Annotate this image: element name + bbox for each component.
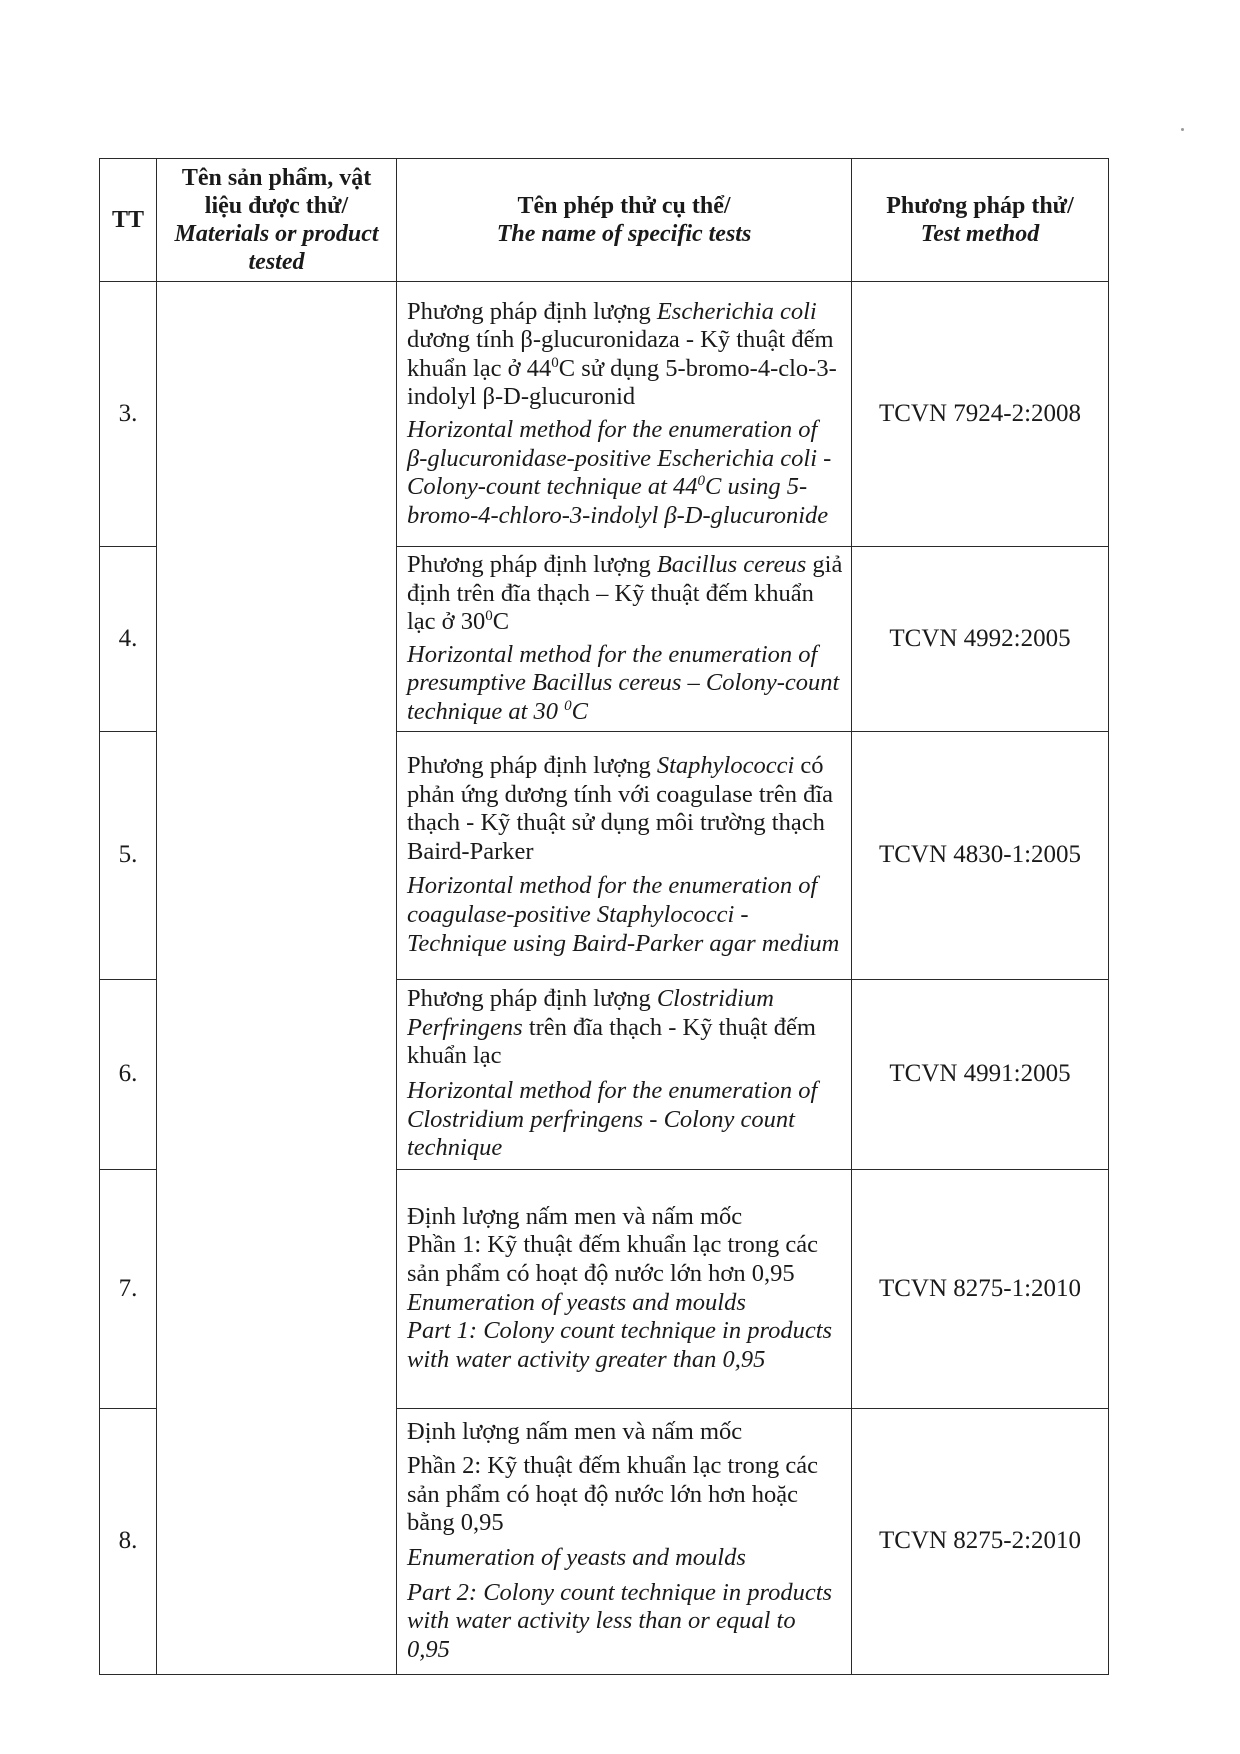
scan-speck (1181, 128, 1184, 131)
test-method: TCVN 4830-1:2005 (852, 731, 1109, 979)
row-number: 8. (100, 1408, 157, 1674)
test-name-vi-part: Phần 1: Kỹ thuật đếm khuẩn lạc trong các sản phẩm có hoạt độ nước lớn hơn 0,95 (407, 1231, 818, 1287)
test-name-vi-part: Phần 2: Kỹ thuật đếm khuẩn lạc trong các sản phẩm có hoạt độ nước lớn hơn hoặc bằng 0,95 (407, 1452, 818, 1537)
table-header-row (100, 159, 1109, 282)
product-cell (157, 282, 397, 1675)
header-method-en: Test method (920, 221, 1040, 247)
header-product-vi: Tên sản phẩm, vật liệu được thử/ (181, 165, 372, 219)
test-name-en-part: Part 2: Colony count technique in products with water activity less than or equal to 0,95 (407, 1578, 833, 1663)
test-name-vi-title: Định lượng nấm men và nấm mốc (407, 1417, 743, 1445)
test-name-cell (397, 731, 852, 979)
test-name-cell (397, 547, 852, 732)
test-name-en: Horizontal method for the enumeration of β-glucuronidase-positive Escherichia coli - Colony-count technique at $44^0C$ using 5-bromo-4-chloro-3-indolyl β-D-glucuronide (407, 416, 832, 529)
test-name-en-title: Enumeration of yeasts and moulds (407, 1544, 746, 1572)
test-method: TCVN 7924-2:2008 (852, 282, 1109, 547)
header-product (157, 159, 397, 282)
header-test-en: The name of specific tests (496, 221, 752, 247)
header-test (397, 159, 852, 282)
row-number: 6. (100, 979, 157, 1169)
test-method: TCVN 4992:2005 (852, 547, 1109, 732)
test-name-vi: Phương pháp định lượng Escherichia coli dương tính β-glucuronidaza - Kỹ thuật đếm khuẩn lạc ở $44^0C$ sử dụng 5-bromo-4-clo-3-indolyl β-D-glucuronid (407, 297, 837, 411)
test-method: TCVN 4991:2005 (852, 979, 1109, 1169)
test-name-cell (397, 282, 852, 547)
test-name-cell (397, 1169, 852, 1408)
test-methods-table (99, 158, 1109, 1675)
test-method: TCVN 8275-1:2010 (852, 1169, 1109, 1408)
test-name-vi-title: Định lượng nấm men và nấm mốc (407, 1202, 743, 1230)
row-number: 3. (100, 282, 157, 547)
row-number: 5. (100, 731, 157, 979)
header-product-en: Materials or product tested (174, 221, 379, 275)
header-tt: TT (100, 159, 157, 282)
test-name-vi: Phương pháp định lượng Staphylococci có phản ứng dương tính với coagulase trên đĩa thạch - Kỹ thuật sử dụng môi trường thạch Baird-Parker (407, 751, 833, 865)
test-name-vi: Phương pháp định lượng Bacillus cereus giả định trên đĩa thạch – Kỹ thuật đếm khuẩn lạc ở $30^0C$ (407, 551, 843, 636)
table-row (100, 282, 1109, 547)
test-name-vi: Phương pháp định lượng Clostridium Perfringens trên đĩa thạch - Kỹ thuật đếm khuẩn lạc (407, 985, 816, 1070)
test-name-en-title: Enumeration of yeasts and moulds (407, 1288, 746, 1316)
test-name-en: Horizontal method for the enumeration of coagulase-positive Staphylococci - Technique using Baird-Parker agar medium (407, 872, 840, 957)
header-method-vi: Phương pháp thử/ (886, 193, 1074, 219)
test-name-cell (397, 979, 852, 1169)
header-test-vi: Tên phép thử cụ thể/ (517, 193, 731, 219)
test-name-en: Horizontal method for the enumeration of presumptive Bacillus cereus – Colony-count technique at 30 $^0$C (407, 640, 840, 725)
test-name-cell (397, 1408, 852, 1674)
row-number: 7. (100, 1169, 157, 1408)
test-method: TCVN 8275-2:2010 (852, 1408, 1109, 1674)
row-number: 4. (100, 547, 157, 732)
header-method (852, 159, 1109, 282)
test-name-en: Horizontal method for the enumeration of Clostridium perfringens - Colony count technique (407, 1077, 818, 1162)
test-name-en-part: Part 1: Colony count technique in products with water activity greater than 0,95 (407, 1317, 833, 1373)
